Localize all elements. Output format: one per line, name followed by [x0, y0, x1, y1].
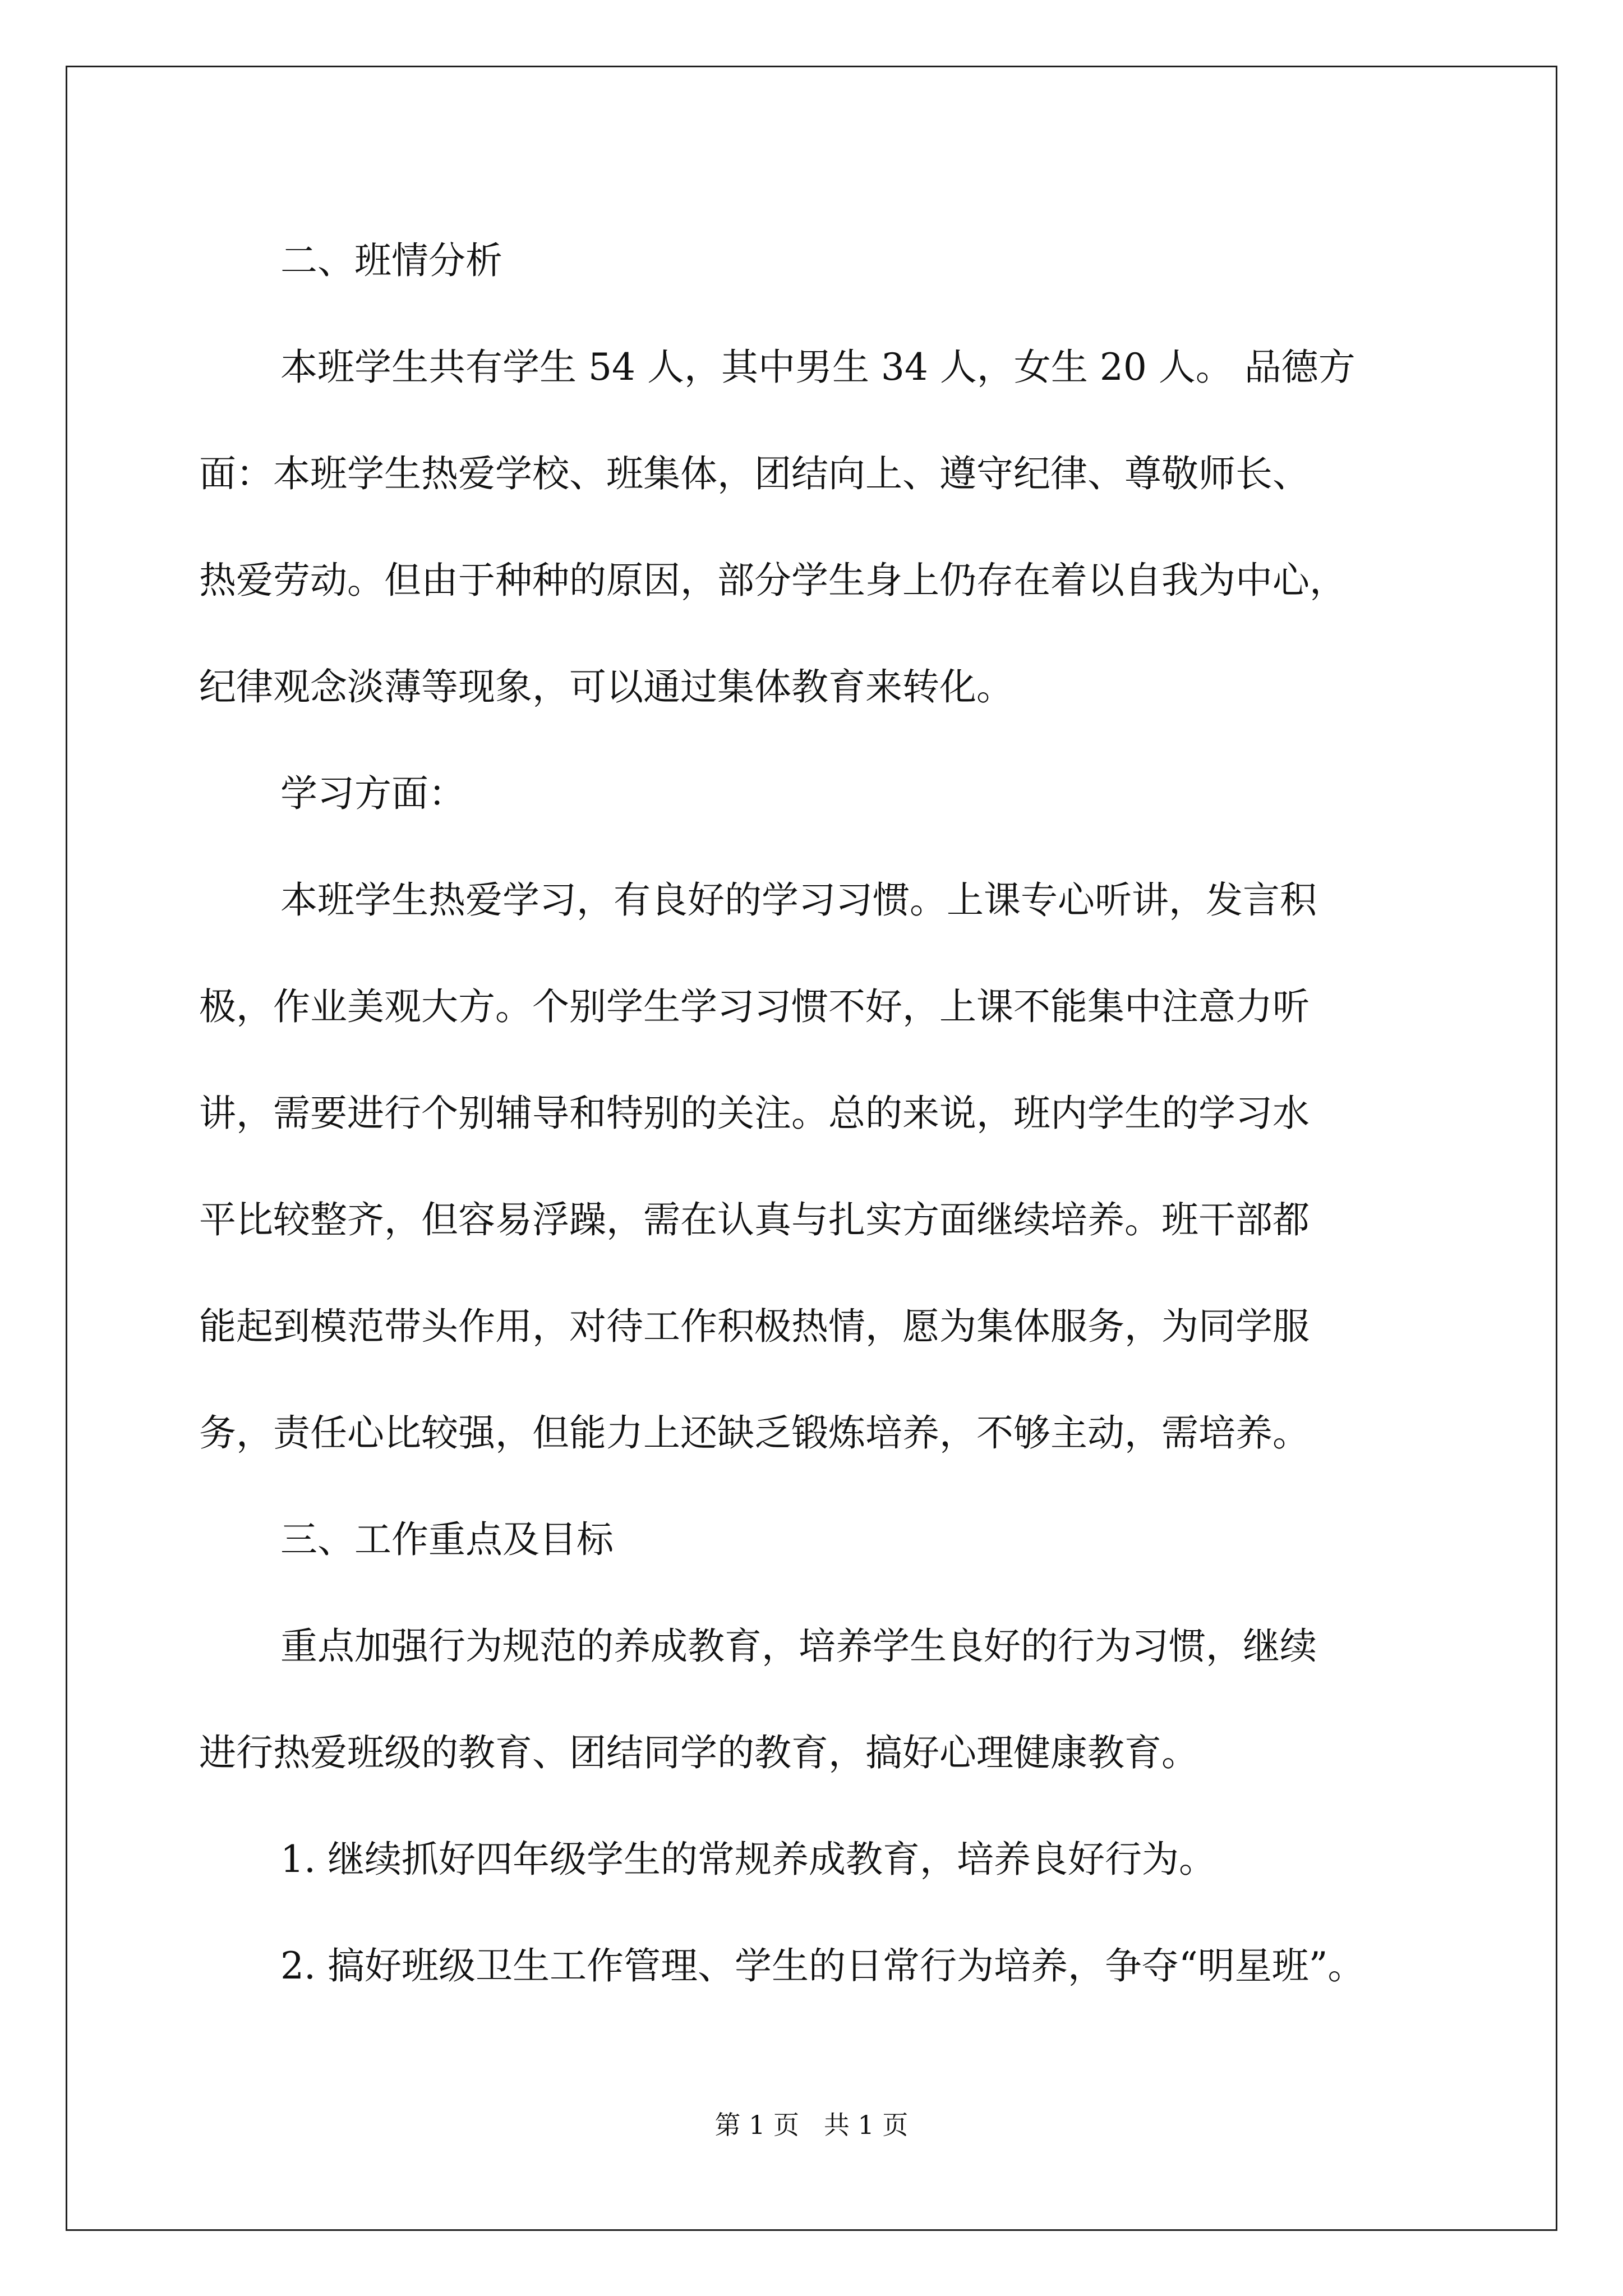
list-item: 1. 继续抓好四年级学生的常规养成教育，培养良好行为。 — [280, 1838, 1216, 1881]
section-heading: 三、工作重点及目标 — [280, 1518, 614, 1561]
paragraph-line: 进行热爱班级的教育、团结同学的教育，搞好心理健康教育。 — [199, 1731, 1198, 1774]
paragraph-line: 本班学生共有学生 54 人，其中男生 34 人，女生 20 人。 品德方 — [280, 346, 1355, 389]
paragraph-line: 面：本班学生热爱学校、班集体，团结向上、遵守纪律、尊敬师长、 — [199, 452, 1310, 495]
subsection-heading: 学习方面： — [280, 772, 465, 815]
paragraph-line: 平比较整齐，但容易浮躁，需在认真与扎实方面继续培养。班干部都 — [199, 1198, 1310, 1241]
paragraph-line: 本班学生热爱学习，有良好的学习习惯。上课专心听讲，发言积 — [280, 878, 1317, 922]
paragraph-line: 讲，需要进行个别辅导和特别的关注。总的来说，班内学生的学习水 — [199, 1092, 1310, 1135]
section-heading: 二、班情分析 — [280, 239, 502, 282]
list-item: 2. 搞好班级卫生工作管理、学生的日常行为培养，争夺“明星班”。 — [280, 1944, 1365, 1987]
paragraph-line: 重点加强行为规范的养成教育，培养学生良好的行为习惯，继续 — [280, 1625, 1317, 1668]
paragraph-line: 热爱劳动。但由于种种的原因，部分学生身上仍存在着以自我为中心， — [199, 559, 1347, 602]
paragraph-line: 能起到模范带头作用，对待工作积极热情，愿为集体服务，为同学服 — [199, 1305, 1310, 1348]
page-footer: 第 1 页 共 1 页 — [714, 2110, 909, 2140]
paragraph-line: 纪律观念淡薄等现象，可以通过集体教育来转化。 — [199, 665, 1013, 708]
paragraph-line: 务，责任心比较强，但能力上还缺乏锻炼培养，不够主动，需培养。 — [199, 1411, 1310, 1455]
document-body — [199, 208, 1447, 2019]
paragraph-line: 极，作业美观大方。个别学生学习习惯不好，上课不能集中注意力听 — [199, 985, 1310, 1028]
